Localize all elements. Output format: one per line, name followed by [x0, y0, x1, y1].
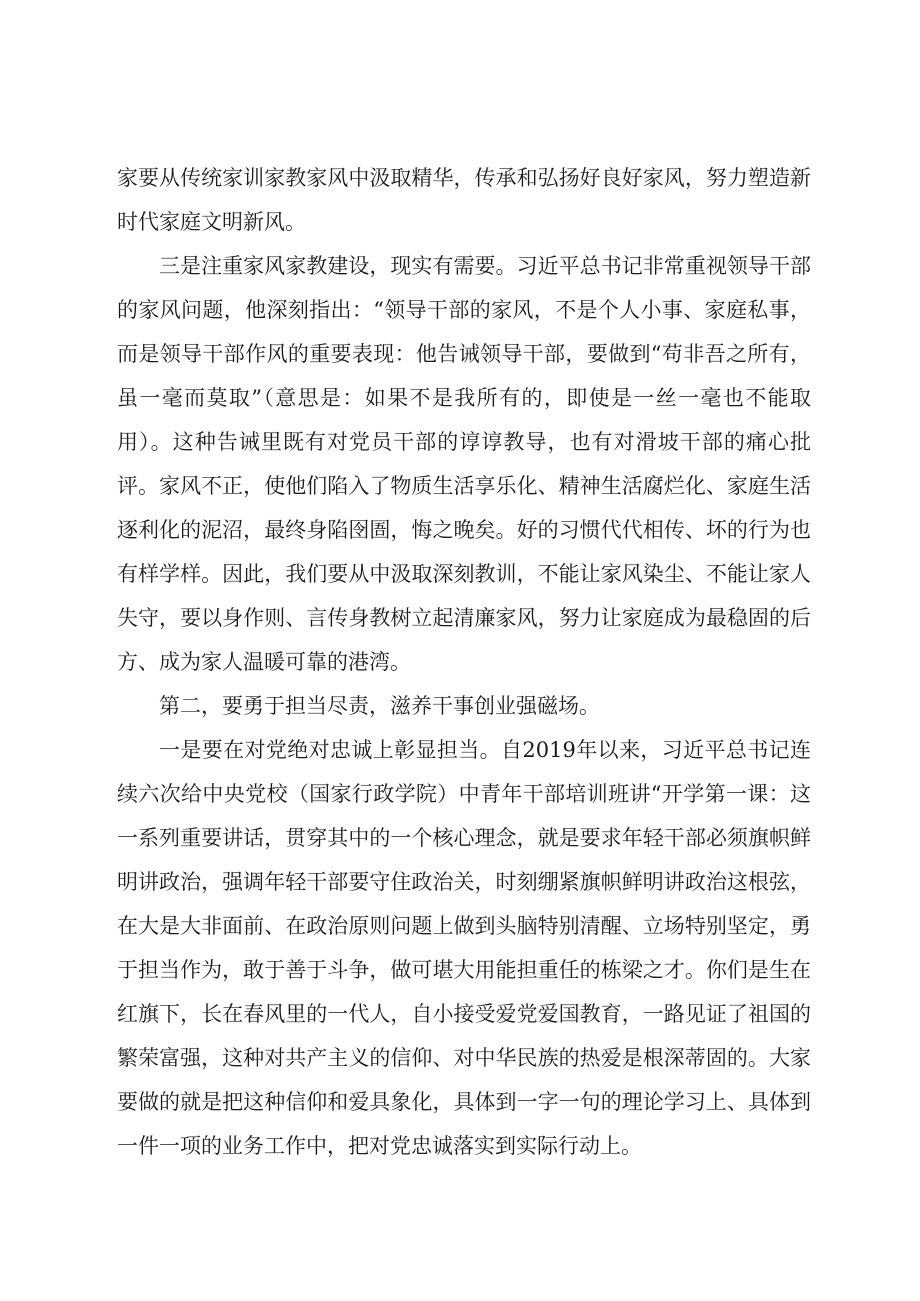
- paragraph-loyalty: 一是要在对党绝对忠诚上彰显担当。自2019年以来，习近平总书记连续六次给中央党校（国家行政学院）中青年干部培训班讲“开学第一课：这一系列重要讲话，贯穿其中的一个核心理念，就是要求年轻干部必须旗帜鲜明讲政治，强调年轻干部要守住政治关，时刻绷紧旗帜鲜明讲政治这根弦，在大是大非面前、在政治原则问题上做到头脑特别清醒、立场特别坚定，勇于担当作为，敢于善于斗争，做可堪大用能担重任的栋梁之才。你们是生在红旗下，长在春风里的一代人，自小接受爱党爱国教育，一路见证了祖国的繁荣富强，这种对共产主义的信仰、对中华民族的热爱是根深蒂固的。大家要做的就是把这种信仰和爱具象化，具体到一字一句的理论学习上、具体到一件一项的业务工作中，把对党忠诚落实到实际行动上。: [117, 738, 811, 1158]
- section-heading-second: 第二，要勇于担当尽责，滋养干事创业强磁场。: [159, 694, 600, 718]
- paragraph-family-style: 三是注重家风家教建设，现实有需要。习近平总书记非常重视领导干部的家风问题，他深刻指出：“领导干部的家风，不是个人小事、家庭私事，而是领导干部作风的重要表现：他告诫领导干部，要做到“苟非吾之所有，虽一毫而莫取”（意思是：如果不是我所有的，即使是一丝一毫也不能取用）。这种告诫里既有对党员干部的谆谆教导，也有对滑坡干部的痛心批评。家风不正，使他们陷入了物质生活享乐化、精神生活腐烂化、家庭生活逐利化的泥沼，最终身陷囹圄，悔之晚矣。好的习惯代代相传、坏的行为也有样学样。因此，我们要从中汲取深刻教训，不能让家风染尘、不能让家人失守，要以身作则、言传身教树立起清廉家风，努力让家庭成为最稳固的后方、成为家人温暖可靠的港湾。: [117, 254, 811, 674]
- document-body: [117, 156, 811, 1168]
- paragraph-continuation: 家要从传统家训家教家风中汲取精华，传承和弘扬好良好家风，努力塑造新时代家庭文明新风。: [117, 166, 811, 234]
